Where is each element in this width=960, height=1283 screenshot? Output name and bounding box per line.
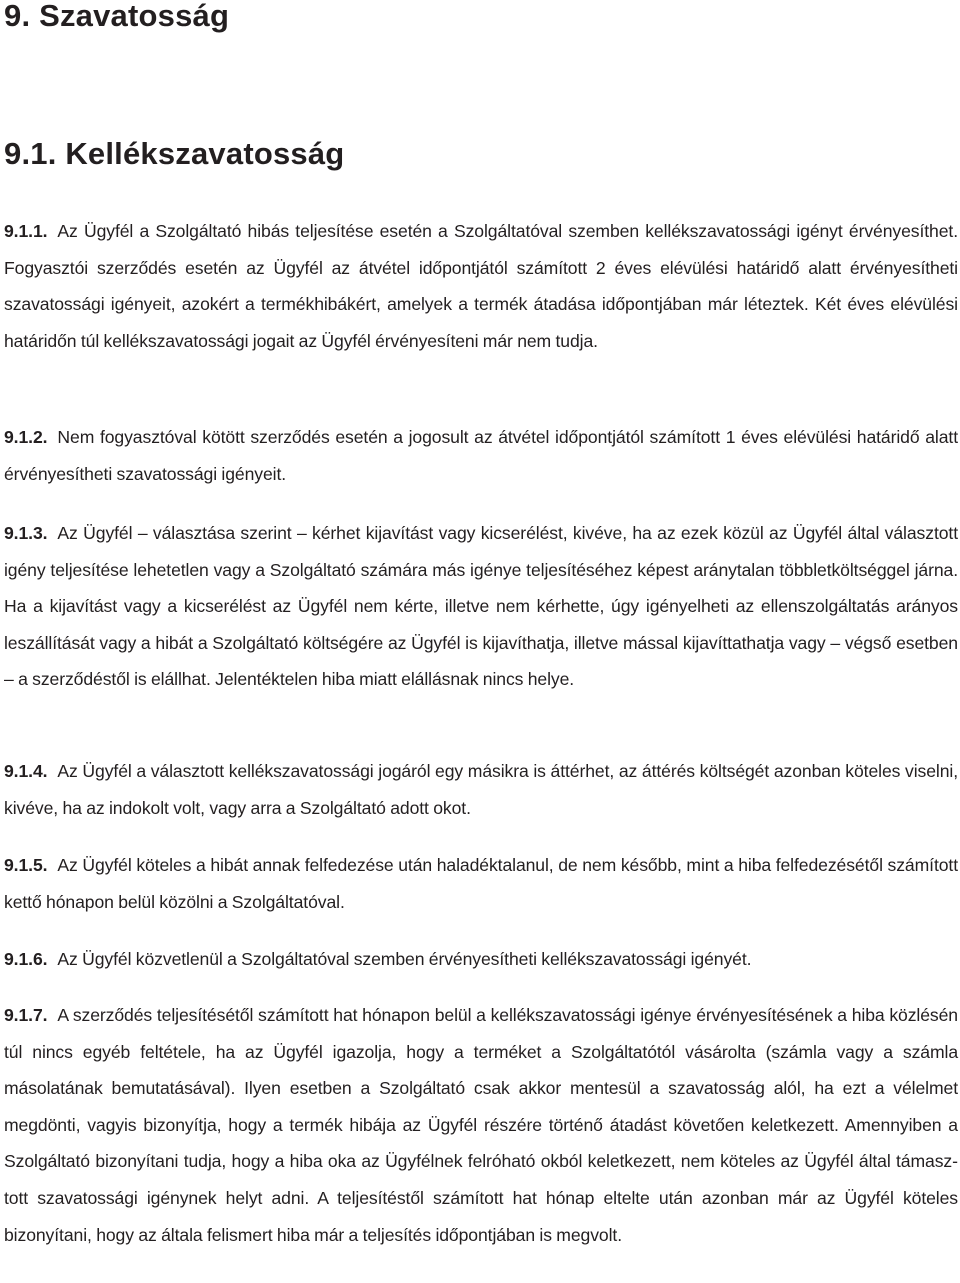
paragraph-9-1-1	[4, 213, 958, 359]
paragraph-number: 9.1.4.	[4, 761, 48, 781]
paragraph-text: Az Ügyfél a Szolgáltató hibás teljesítése esetén a Szolgáltatóval szemben kellékszavatossági igényt érvényesíthet. Fogyasztói szerződés esetén az Ügyfél az átvétel időpontjától számított 2 éves elévülési határidő alatt érvényesítheti szavatossági igényeit, azokért a termékhibákért, amelyek a termék átadása időpontjában már léteztek. Két éves elévülési határidőn túl kellékszavatossági jogait az Ügyfél érvényesíteni már nem tudja.	[4, 221, 958, 351]
paragraph-9-1-4	[4, 753, 958, 826]
paragraph-text: Nem fogyasztóval kötött szerződés esetén a jogosult az átvétel időpontjától számított 1 éves elévülési határidő alatt érvényesítheti szavatossági igényeit.	[4, 427, 958, 484]
paragraph-text: A szerződés teljesítésétől számított hat hónapon belül a kellékszavatossági igénye érvényesítésének a hiba közlésén túl nincs egyéb feltétele, ha az Ügyfél igazolja, hogy a terméket a Szolgáltatótól vásárolta (számla vagy a számla másolatának bemutatásával). Ilyen esetben a Szolgáltató csak akkor mentesül a szavatosság alól, ha ezt a vélelmet megdönti, vagyis bizonyítja, hogy a termék hibája az Ügyfél részére történő átadást követően keletkezett. Amennyiben a Szolgáltató bizonyítani tudja, hogy a hiba oka az Ügyfélnek felróható okból keletkezett, nem köteles az Ügyfél által támasztott szavatossági igénynek helyt adni. A teljesítéstől számított hat hónap eltelte után azonban már az Ügyfél köteles bizonyítani, hogy az általa felismert hiba már a teljesítés időpontjában is megvolt.	[4, 1005, 958, 1245]
paragraph-number: 9.1.3.	[4, 523, 48, 543]
section-title: 9.1. Kellékszavatosság	[4, 136, 345, 171]
paragraph-number: 9.1.5.	[4, 855, 48, 875]
paragraph-9-1-5	[4, 847, 958, 920]
page-title: 9. Szavatosság	[4, 0, 230, 33]
paragraph-9-1-2	[4, 419, 958, 492]
paragraph-number: 9.1.6.	[4, 949, 48, 969]
paragraph-text: Az Ügyfél – választása szerint – kérhet kijavítást vagy kicserélést, kivéve, ha az ezek közül az Ügyfél által választott igény teljesítése lehetetlen vagy a Szolgáltató számára más igénye teljesítéséhez képest aránytalan többletköltséggel járna. Ha a kijavítást vagy a kicserélést az Ügyfél nem kérte, illetve nem kérhette, úgy igényelheti az ellenszolgáltatás arányos leszállítását vagy a hibát a Szolgáltató költségére az Ügyfél is kijavíthatja, illetve mással kijavíttathatja vagy – végső esetben – a szerződéstől is elállhat. Jelentéktelen hiba miatt elállásnak nincs helye.	[4, 523, 958, 690]
paragraph-text: Az Ügyfél a választott kellékszavatossági jogáról egy másikra is áttérhet, az áttérés költségét azonban köteles viselni, kivéve, ha az indokolt volt, vagy arra a Szolgáltató adott okot.	[4, 761, 958, 818]
paragraph-text: Az Ügyfél közvetlenül a Szolgáltatóval szemben érvényesítheti kellékszavatossági igényét.	[57, 949, 752, 969]
paragraph-number: 9.1.1.	[4, 221, 48, 241]
paragraph-9-1-6	[4, 941, 958, 978]
paragraph-number: 9.1.7.	[4, 1005, 48, 1025]
paragraph-9-1-3	[4, 515, 958, 698]
paragraph-number: 9.1.2.	[4, 427, 48, 447]
paragraph-9-1-7	[4, 997, 958, 1253]
paragraph-text: Az Ügyfél köteles a hibát annak felfedezése után haladéktalanul, de nem később, mint a hiba felfedezésétől számított kettő hónapon belül közölni a Szolgáltatóval.	[4, 855, 958, 912]
